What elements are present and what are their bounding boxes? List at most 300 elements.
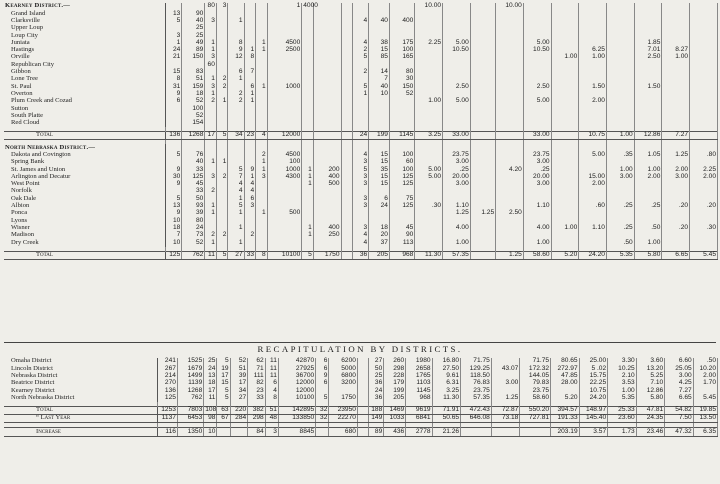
table-cell [496,39,524,46]
table-cell [313,61,341,68]
table-cell: 1 [244,174,256,181]
table-cell [341,25,353,32]
table-cell [341,76,353,83]
table-cell: 5.00 [443,39,471,46]
table-cell: 15 [369,174,390,181]
table-cell [662,69,690,76]
table-cell: 23950 [329,406,358,414]
table-cell [606,188,634,195]
table-cell: 5 [353,166,369,173]
table-cell [313,76,341,83]
table-cell: 1.25 [443,210,471,217]
table-cell: 25.33 [608,406,637,414]
table-cell: 10.00 [496,3,524,10]
row-label: Spring Bank [4,159,166,166]
table-cell: .50 [634,225,662,232]
table-cell: 3.00 [662,174,690,181]
table-cell [216,47,228,54]
table-cell [353,210,369,217]
table-cell: 3.00 [491,380,520,387]
kearney-and-north-nebraska-table [4,3,718,260]
table-cell [690,76,718,83]
table-cell: .25 [523,166,551,173]
heading-row [4,144,718,151]
table-row [4,120,718,127]
table-cell: 15 [369,47,390,54]
table-cell [551,91,579,98]
table-cell [606,210,634,217]
table-cell [470,217,495,224]
table-cell [302,76,314,83]
table-cell [606,3,634,10]
table-cell [690,210,718,217]
table-cell [244,152,256,159]
table-cell: 4500 [267,152,302,159]
table-cell [228,25,244,32]
table-cell [256,69,268,76]
table-cell [470,105,495,112]
table-cell: 31 [166,83,182,90]
table-cell: 1033 [384,415,406,423]
table-cell: 2 [205,232,217,239]
table-cell [690,32,718,39]
table-cell [256,61,268,68]
table-cell [166,112,182,119]
table-cell: 23.60 [608,415,637,423]
table-cell: 1139 [177,380,203,387]
table-cell [496,91,524,98]
table-cell: 6 [228,69,244,76]
table-cell [341,188,353,195]
table-cell: 968 [389,251,414,259]
table-cell: 7 [228,174,244,181]
table-cell [341,105,353,112]
row-label: Plum Creek and Cozad [4,98,166,105]
table-cell [496,174,524,181]
table-cell: 1.50 [634,83,662,90]
table-cell [341,181,353,188]
table-cell: 1.25 [496,251,524,259]
table-cell: 37 [369,239,390,246]
table-cell: 40 [182,159,205,166]
table-cell [415,210,443,217]
table-cell [313,91,341,98]
table-cell [313,18,341,25]
row-label: Madison [4,232,166,239]
table-cell [606,83,634,90]
table-row [4,18,718,25]
table-cell: 5.00 [443,98,471,105]
table-cell [216,217,228,224]
table-cell: 57.35 [443,251,471,259]
table-cell: 24 [166,47,182,54]
table-cell [662,98,690,105]
table-cell [302,152,314,159]
table-cell: 116 [158,428,178,436]
table-cell: 5 [216,251,228,259]
table-cell: 1268 [182,132,205,140]
table-cell: 5 [228,166,244,173]
table-cell: 2.50 [523,83,551,90]
table-cell [415,25,443,32]
table-cell [496,61,524,68]
row-label: Orville [4,54,166,61]
table-cell: 2 [216,232,228,239]
table-cell [302,47,314,54]
table-cell: 23.75 [523,152,551,159]
table-cell: 1137 [158,415,178,423]
table-row [4,54,718,61]
table-cell [496,18,524,25]
row-label: Omaha District [4,358,158,365]
table-cell [470,61,495,68]
table-cell [313,83,341,90]
table-cell: 80 [389,69,414,76]
table-cell [690,239,718,246]
table-cell [551,166,579,173]
table-cell: 1000 [267,166,302,173]
table-cell: 34 [228,132,244,140]
table-row [4,217,718,224]
table-cell: 7.10 [636,380,665,387]
table-cell: 73 [182,232,205,239]
table-cell [341,232,353,239]
table-cell: .50 [606,239,634,246]
table-cell [662,25,690,32]
table-cell [606,91,634,98]
table-cell [216,105,228,112]
table-cell [267,181,302,188]
table-cell [313,32,341,39]
table-cell: 270 [158,380,178,387]
table-cell: 250 [313,232,341,239]
table-cell: 2.00 [634,174,662,181]
table-cell: .25 [443,166,471,173]
table-cell [216,210,228,217]
table-cell: 33 [182,188,205,195]
table-cell [523,210,551,217]
table-cell [579,210,607,217]
table-cell: 1 [166,39,182,46]
table-cell: 15 [217,380,230,387]
table-cell [470,152,495,159]
table-cell [662,232,690,239]
table-cell: 83 [182,69,205,76]
table-cell: 1980 [406,358,432,365]
table-cell: 1 [216,159,228,166]
table-cell [216,195,228,202]
table-cell [313,69,341,76]
table-cell [267,54,302,61]
table-cell [606,10,634,17]
table-cell: 1268 [177,387,203,394]
row-label: Juniata [4,39,166,46]
table-cell: 9 [228,47,244,54]
table-cell [341,39,353,46]
table-cell: 5.35 [606,251,634,259]
table-cell: 12.86 [636,387,665,394]
table-cell: 9 [166,91,182,98]
table-cell: 5.00 [415,174,443,181]
table-cell: 4 [353,152,369,159]
table-cell [496,239,524,246]
table-cell [443,112,471,119]
row-label: Increase [4,428,158,436]
table-cell: 500 [313,181,341,188]
table-cell: 1 [205,76,217,83]
table-cell: 125 [182,174,205,181]
table-cell: 4.00 [443,225,471,232]
table-cell [267,10,302,17]
table-cell [496,98,524,105]
table-cell: 100 [267,159,302,166]
table-cell [690,83,718,90]
table-cell: 24 [368,387,383,394]
table-cell [634,112,662,119]
table-cell: 63 [217,406,230,414]
table-cell [341,152,353,159]
table-cell [313,120,341,127]
table-cell: 36 [368,380,383,387]
table-cell: 680 [329,428,358,436]
table-cell: 3.57 [579,428,608,436]
table-cell [470,32,495,39]
table-cell [551,195,579,202]
table-cell: 4 [244,181,256,188]
table-cell [690,10,718,17]
table-row [4,32,718,39]
table-cell [690,47,718,54]
table-cell: 1.25 [491,394,520,401]
table-cell: 24 [369,203,390,210]
table-cell: 22.25 [579,380,608,387]
table-cell [302,25,314,32]
table-cell: 125 [166,251,182,259]
row-label: Republican City [4,61,166,68]
table-row [4,239,718,246]
table-cell: 24 [353,132,369,140]
table-cell: 1 [256,210,268,217]
table-cell: 60 [205,61,217,68]
table-cell: 52 [230,358,248,365]
table-cell: 25.00 [579,358,608,365]
row-label: Grand Island [4,10,166,17]
table-cell: 142895 [278,406,315,414]
table-cell: 16.80 [432,358,461,365]
table-cell [662,210,690,217]
table-cell: 5.80 [636,394,665,401]
table-cell [244,10,256,17]
table-cell [470,69,495,76]
table-cell [415,188,443,195]
table-cell [415,225,443,232]
table-cell [267,98,302,105]
table-cell: 1765 [406,373,432,380]
table-cell: 82 [248,380,266,387]
table-cell [470,195,495,202]
table-cell: 136 [166,132,182,140]
table-cell [389,3,414,10]
table-cell: 1.00 [634,166,662,173]
table-cell [496,188,524,195]
table-cell: 33.00 [443,132,471,140]
table-cell [470,181,495,188]
table-cell [579,18,607,25]
table-cell: 15 [369,159,390,166]
table-cell [244,112,256,119]
table-cell: 23.46 [636,428,665,436]
table-cell: 90 [182,10,205,17]
table-cell [634,61,662,68]
table-cell [216,32,228,39]
row-label: Loup City [4,32,166,39]
table-cell [551,232,579,239]
table-cell: 3 [353,195,369,202]
table-cell: 6800 [329,373,358,380]
table-cell [523,3,551,10]
table-cell: 72.87 [491,406,520,414]
table-cell: 23.75 [461,387,492,394]
table-cell: 5 [216,132,228,140]
table-cell [470,188,495,195]
table-cell: 17 [217,373,230,380]
table-cell [341,61,353,68]
table-cell [389,105,414,112]
table-cell: 108 [205,406,217,414]
table-cell: 203.19 [551,428,580,436]
table-cell [313,10,341,17]
table-cell: 6 [166,98,182,105]
table-cell [267,239,302,246]
table-cell: 1679 [177,365,203,372]
table-cell [302,120,314,127]
table-cell: 84 [248,428,266,436]
section-rule [4,342,716,343]
table-cell: 6.65 [665,394,694,401]
table-cell [662,181,690,188]
table-cell: 762 [177,394,203,401]
table-cell: 10.00 [415,3,443,10]
table-cell: 1103 [406,380,432,387]
table-cell [313,188,341,195]
table-cell: 4 [353,18,369,25]
table-cell: 25 [368,373,383,380]
table-cell [606,76,634,83]
table-cell: 3 [353,203,369,210]
table-cell: 6.60 [665,358,694,365]
table-cell [244,120,256,127]
table-cell [313,54,341,61]
table-cell: 1 [302,166,314,173]
table-cell: 28.00 [551,380,580,387]
row-label: Dakota and Covington [4,152,166,159]
table-row [4,10,718,17]
table-cell [341,174,353,181]
table-cell: 89 [182,47,205,54]
table-cell: 8 [166,76,182,83]
table-cell: 5.45 [693,394,717,401]
table-row [4,166,718,173]
table-cell [496,144,524,151]
row-label: West Point [4,181,166,188]
table-cell: 24 [182,225,205,232]
table-cell: 1 [205,39,217,46]
table-row [4,91,718,98]
table-cell: 25.05 [665,365,694,372]
table-cell: 25 [182,32,205,39]
table-cell: 2 [205,188,217,195]
table-cell: 5.45 [690,251,718,259]
row-label: Wisner [4,225,166,232]
table-cell [341,144,353,151]
table-cell [606,54,634,61]
table-cell [496,112,524,119]
table-cell [606,181,634,188]
table-cell [690,112,718,119]
table-cell [256,18,268,25]
table-cell [341,210,353,217]
table-cell: 11 [265,358,278,365]
table-cell: 10100 [267,251,302,259]
table-row [4,195,718,202]
table-cell: 1.00 [606,132,634,140]
table-cell [551,112,579,119]
table-cell [302,239,314,246]
table-cell [690,54,718,61]
table-cell: 1.25 [470,210,495,217]
table-cell [216,120,228,127]
table-cell [205,25,217,32]
recapitulation-table [4,358,718,437]
table-cell: 93 [182,203,205,210]
row-label: Kearney District.— [4,3,166,10]
table-cell: 2 [353,69,369,76]
table-cell [217,428,230,436]
table-cell: 10 [369,91,390,98]
table-row [4,358,718,365]
table-cell [244,239,256,246]
table-row [4,210,718,217]
table-cell [353,105,369,112]
table-cell [690,188,718,195]
table-cell [634,120,662,127]
table-cell: 10 [166,217,182,224]
table-cell [579,61,607,68]
table-cell [579,32,607,39]
table-cell [415,217,443,224]
table-cell: 7.50 [665,415,694,423]
table-row [4,188,718,195]
table-cell [313,25,341,32]
table-cell: 23 [244,132,256,140]
table-cell: 30 [389,76,414,83]
table-cell [341,32,353,39]
table-cell: 125 [389,174,414,181]
table-cell: 149 [368,415,383,423]
table-cell: 1350 [177,428,203,436]
table-cell [470,10,495,17]
table-cell: 58.60 [523,251,551,259]
table-cell: 100 [389,47,414,54]
table-cell: 1145 [389,132,414,140]
table-cell: 40 [369,18,390,25]
table-cell: 500 [267,210,302,217]
table-cell: 1 [353,91,369,98]
table-cell: 1 [302,174,314,181]
table-row [4,380,718,387]
table-cell: 50 [182,195,205,202]
table-cell [443,188,471,195]
